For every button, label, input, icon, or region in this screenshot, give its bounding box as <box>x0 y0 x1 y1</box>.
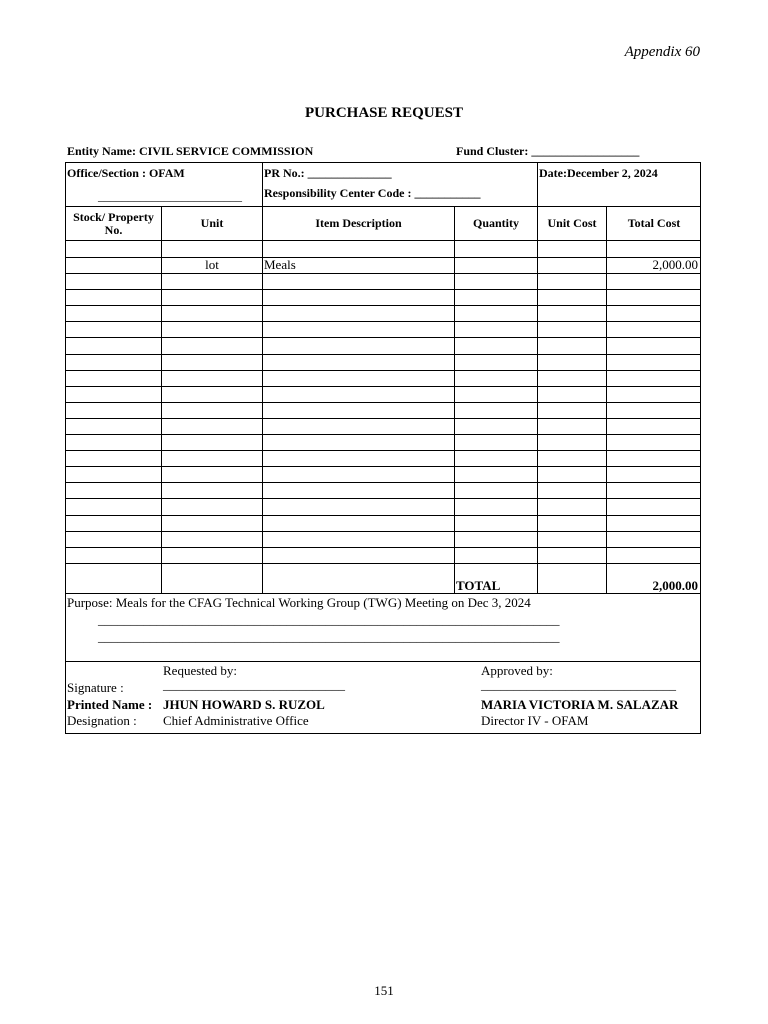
requested-by-label: Requested by: <box>163 663 238 678</box>
requested-by-name: JHUN HOWARD S. RUZOL <box>163 697 325 712</box>
purpose-text: Purpose: Meals for the CFAG Technical Working Group (TWG) Meeting on Dec 3, 2024 <box>67 595 531 610</box>
table-row-line <box>65 563 701 564</box>
entity-name: Entity Name: CIVIL SERVICE COMMISSION <box>67 144 314 158</box>
table-row-line <box>65 547 701 548</box>
item-description: Meals <box>264 257 296 272</box>
purpose-bottom-border <box>65 661 701 662</box>
table-row-line <box>65 498 701 499</box>
page-number: 151 <box>374 983 394 998</box>
header-divider-1 <box>262 162 263 207</box>
requested-by-designation: Chief Administrative Office <box>163 713 309 728</box>
total-label: TOTAL <box>456 578 501 593</box>
approved-by-name: MARIA VICTORIA M. SALAZAR <box>481 697 679 712</box>
page-title: PURCHASE REQUEST <box>305 105 463 121</box>
table-row-line <box>65 482 701 483</box>
table-row-line <box>65 466 701 467</box>
table-row-line <box>65 337 701 338</box>
col-header-description: Item Description <box>315 216 402 230</box>
item-total-cost: 2,000.00 <box>652 257 698 272</box>
responsibility-center-code: Responsibility Center Code : ___________ <box>264 186 481 200</box>
table-row-line <box>65 289 701 290</box>
fund-cluster: Fund Cluster: __________________ <box>456 144 640 158</box>
col-divider-description <box>454 207 455 594</box>
col-header-stock: Stock/ Property No. <box>73 209 154 237</box>
request-date: Date:December 2, 2024 <box>539 166 658 180</box>
table-row-line <box>65 450 701 451</box>
col-header-total-cost: Total Cost <box>627 216 681 230</box>
table-row-line <box>65 321 701 322</box>
table-row-line <box>65 531 701 532</box>
col-divider-unit <box>262 207 263 594</box>
appendix-label: Appendix 60 <box>624 44 700 60</box>
signature-line-approved: ______________________________ <box>481 677 676 692</box>
col-divider-unit-cost <box>606 207 607 594</box>
col-header-unit: Unit <box>200 216 224 230</box>
table-row-line <box>65 434 701 435</box>
designation-label: Designation : <box>67 713 137 728</box>
office-section: Office/Section : OFAM <box>67 166 185 180</box>
table-row-line <box>65 354 701 355</box>
col-header-quantity: Quantity <box>472 216 519 230</box>
pr-number: PR No.: ______________ <box>264 166 392 180</box>
approved-by-designation: Director IV - OFAM <box>481 713 589 728</box>
printed-name-label: Printed Name : <box>67 697 153 712</box>
office-blank-line: ________________________ <box>98 189 242 203</box>
table-row-line <box>65 402 701 403</box>
table-row-line <box>65 418 701 419</box>
table-row-line <box>65 305 701 306</box>
table-row-line <box>65 515 701 516</box>
header-divider-2 <box>537 162 538 207</box>
table-row-line <box>65 370 701 371</box>
table-row-line <box>65 240 701 241</box>
table-row-line <box>65 386 701 387</box>
col-header-unit-cost: Unit Cost <box>547 216 597 230</box>
signature-label: Signature : <box>67 680 124 695</box>
purpose-line-1: _______________________________________________________________________ <box>98 612 560 627</box>
table-bottom-border <box>65 593 701 594</box>
table-row-line <box>65 257 701 258</box>
purpose-line-2: _______________________________________________________________________ <box>98 629 560 644</box>
signature-line-requested: ____________________________ <box>163 677 345 692</box>
approved-by-label: Approved by: <box>481 663 553 678</box>
total-value: 2,000.00 <box>652 578 698 593</box>
table-row-line <box>65 273 701 274</box>
item-unit: lot <box>205 257 219 272</box>
col-divider-quantity <box>537 207 538 594</box>
